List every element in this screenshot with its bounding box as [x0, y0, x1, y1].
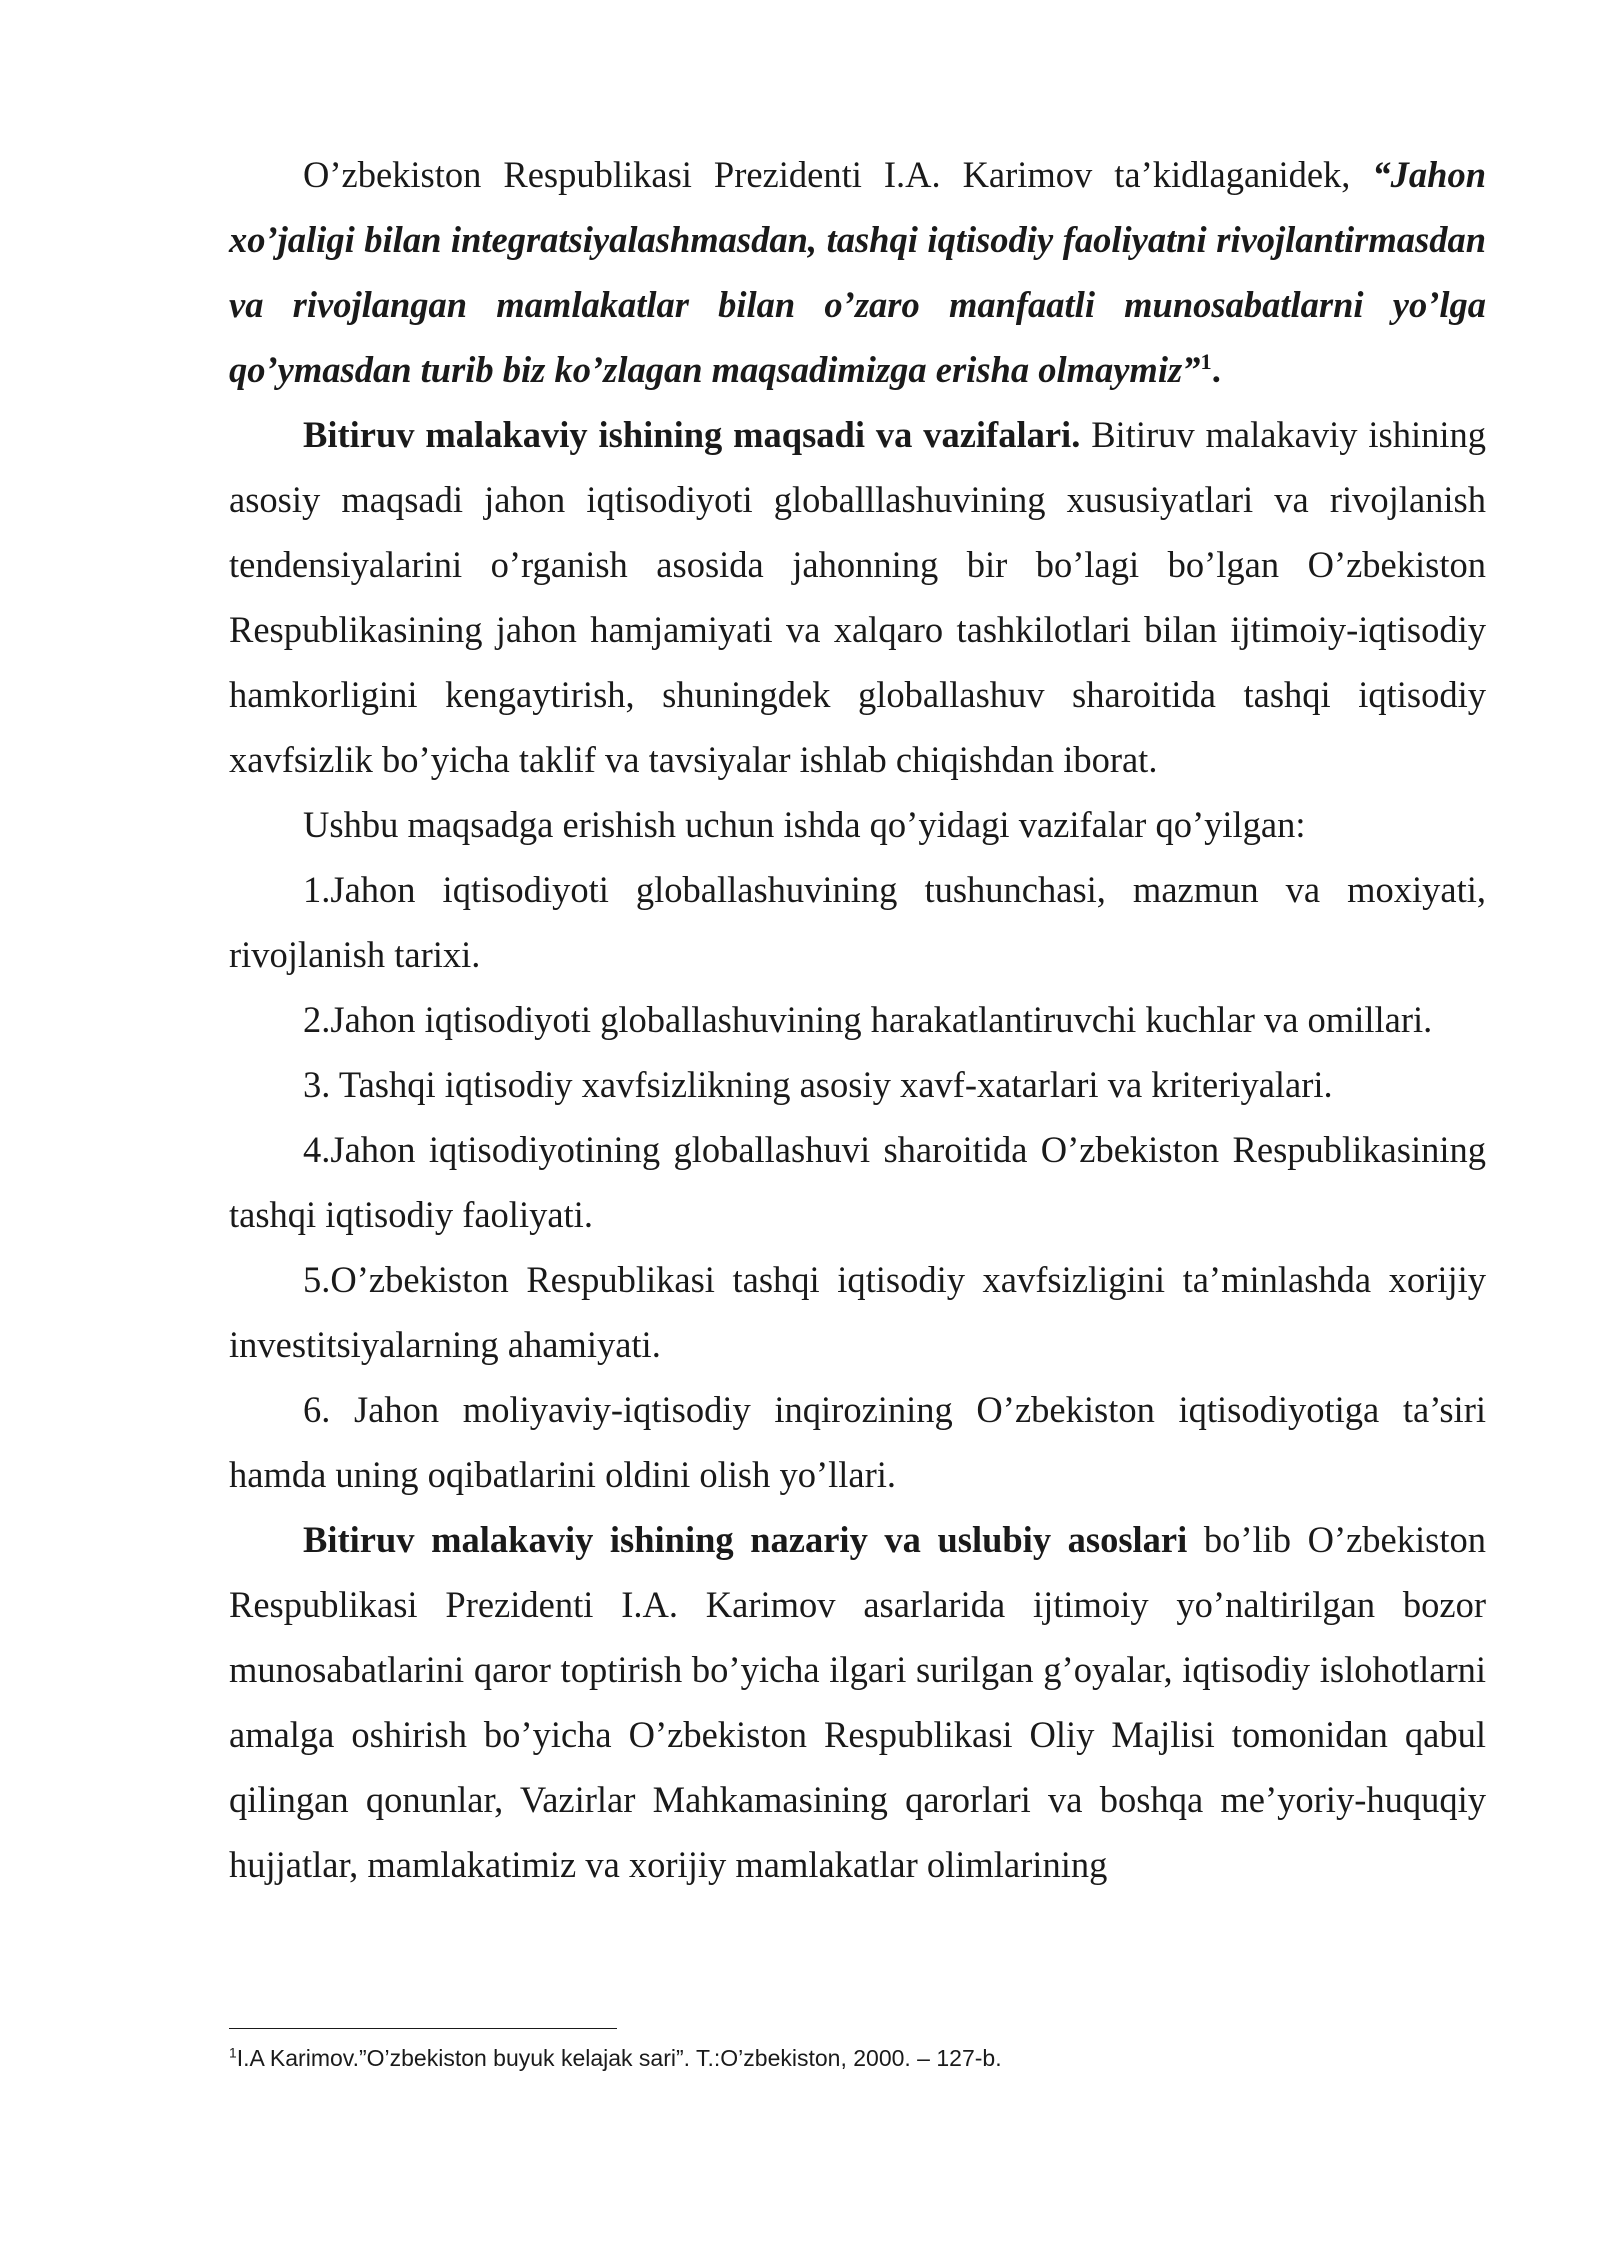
footnote-ref: 1 — [1200, 348, 1212, 374]
intro-lead: O’zbekiston Respublikasi Prezidenti I.A. Karimov ta’kidlaganidek, — [303, 154, 1373, 195]
goals-body: Bitiruv malakaviy ishining asosiy maqsadi jahon iqtisodiyoti globalllashuvining xususiyatlari va rivojlanish tendensiyalarini o’rganish asosida jahonning bir bo’lagi bo’lgan O’zbekiston Respublikasining jahon hamjamiyati va xalqaro tashkilotlari bilan ijtimoiy-iqtisodiy hamkorligini kengaytirish, shuningdek globallashuv sharoitida tashqi iqtisodiy xavfsizlik bo’yicha taklif va tavsiyalar ishlab chiqishdan iborat. — [229, 414, 1486, 780]
footnote — [229, 2042, 1429, 2074]
task-item-5: 5.O’zbekiston Respublikasi tashqi iqtisodiy xavfsizligini ta’minlashda xorijiy investitsiyalarning ahamiyati. — [229, 1259, 1486, 1365]
footnote-mark: 1 — [229, 2045, 237, 2061]
task-item-2: 2.Jahon iqtisodiyoti globallashuvining harakatlantiruvchi kuchlar va omillari. — [303, 999, 1433, 1040]
tasks-intro: Ushbu maqsadga erishish uchun ishda qo’yidagi vazifalar qo’yilgan: — [303, 804, 1306, 845]
body-text — [229, 142, 1486, 1897]
task-item-1: 1.Jahon iqtisodiyoti globallashuvining tushunchasi, mazmun va moxiyati, rivojlanish tarixi. — [229, 869, 1486, 975]
task-item-4: 4.Jahon iqtisodiyotining globallashuvi sharoitida O’zbekiston Respublikasining tashqi iqtisodiy faoliyati. — [229, 1129, 1486, 1235]
intro-tail: . — [1211, 349, 1221, 390]
goals-heading: Bitiruv malakaviy ishining maqsadi va vazifalari. — [303, 414, 1081, 455]
methodology-heading: Bitiruv malakaviy ishining nazariy va uslubiy asoslari — [303, 1519, 1188, 1560]
intro-paragraph — [229, 142, 1486, 402]
methodology-body: bo’lib O’zbekiston Respublikasi Prezidenti I.A. Karimov asarlarida ijtimoiy yo’naltirilgan bozor munosabatlarini qaror toptirish bo’yicha ilgari surilgan g’oyalar, iqtisodiy islohotlarni amalga oshirish bo’yicha O’zbekiston Respublikasi Oliy Majlisi tomonidan qabul qilingan qonunlar, Vazirlar Mahkamasining qarorlari va boshqa me’yoriy-huquqiy hujjatlar, mamlakatimiz va xorijiy mamlakatlar olimlarining — [229, 1519, 1486, 1885]
president-quote: “Jahon xo’jaligi bilan integratsiyalashmasdan, tashqi iqtisodiy faoliyatni rivojlantirmasdan va rivojlangan mamlakatlar bilan o’zaro manfaatli munosabatlarni yo’lga qo’ymasdan turib biz ko’zlagan maqsadimizga erisha olmaymiz” — [229, 154, 1486, 390]
goals-paragraph — [229, 402, 1486, 792]
task-item-6: 6. Jahon moliyaviy-iqtisodiy inqirozining O’zbekiston iqtisodiyotiga ta’siri hamda uning oqibatlarini oldini olish yo’llari. — [229, 1389, 1486, 1495]
footnote-text: I.A Karimov.”O’zbekiston buyuk kelajak sari”. T.:O’zbekiston, 2000. – 127-b. — [236, 2045, 1002, 2071]
task-item-3: 3. Tashqi iqtisodiy xavfsizlikning asosiy xavf-xatarlari va kriteriyalari. — [303, 1064, 1333, 1105]
footnote-separator — [229, 2028, 617, 2029]
methodology-paragraph — [229, 1507, 1486, 1897]
